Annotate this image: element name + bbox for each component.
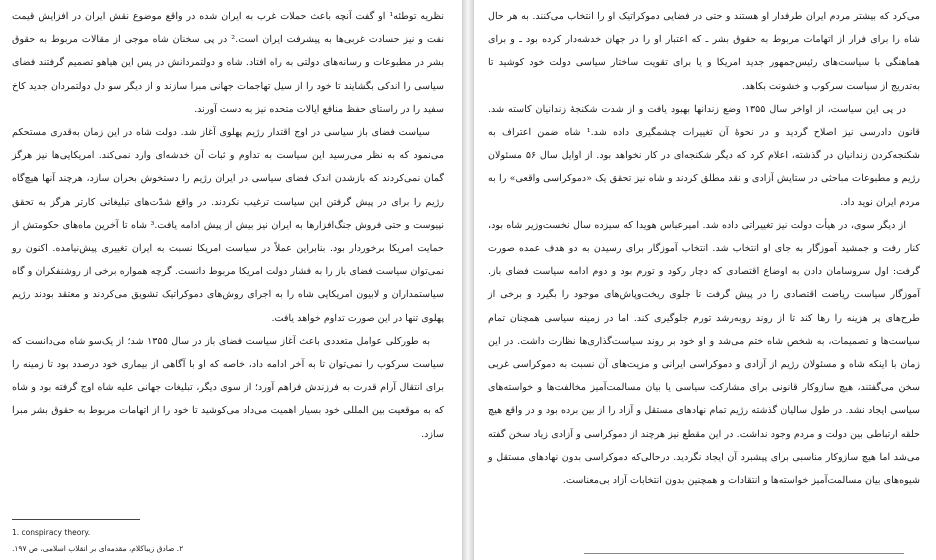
book-gutter [462, 0, 474, 560]
left-paragraph-3: به طورکلی عوامل متعددی باعث آغاز سیاست فضای باز در سال ۱۳۵۵ شد؛ از یک‌سو شاه می‌دانست که سیاست سرکوب را نمی‌توان تا به آخر ادامه داد، خاصه که او با آگاهی از بیماری خود درصدد بود تا زمینه را برای انتقال آرام قدرت به فرزندش فراهم آورد؛ از سوی دیگر، تبلیغات جهانی علیه شاه اوج گرفته بود و شاه که به موقعیت بین المللی خود بسیار اهمیت می‌داد می‌کوشید تا خود را از اتهامات مربوط به حقوق بشر مبرا سازد. [12, 335, 444, 440]
footnote-latin: 1. conspiracy theory. [12, 528, 91, 537]
footnote-divider [12, 519, 140, 520]
left-page [0, 0, 462, 560]
right-page-body [488, 5, 920, 492]
right-paragraph-1: می‌کرد که بیشتر مردم ایران طرفدار او هستند و حتی در فضایی دموکراتیک او را انتخاب می‌کنند. به هر حال شاه را برای فرار از اتهامات مربوط به حقوق بشر ـ که اعتبار او را در جهان خدشه‌دار کرده بود ـ و برای هماهنگی با سیاست‌های رئیس‌جمهور جدید امریکا و یا برای تقویت ساختار سیاسی دولت خود کوشید تا به‌تدریج از سیاست سرکوب و خشونت بکاهد. [488, 11, 920, 92]
left-paragraph-2: سیاست فضای باز سیاسی در اوج اقتدار رژیم پهلوی آغاز شد. دولت شاه در این زمان به‌قدری مستحکم می‌نمود که به نظر می‌رسید این سیاست به تداوم و ثبات آن خدشه‌ای وارد نمی‌کند. امریکایی‌ها نیز هرگز گمان نمی‌کردند که بازشدن اندک فضای سیاسی در ایران رژیم را دستخوش بحران سازد، هرچند آنها هیچ‌گاه رژیم را برای در پیش گرفتن این سیاست ترغیب نکردند. در واقع شدّت‌های تبلیغاتی کارتر هرگز به تحقق نپیوست و حتی فروش جنگ‌افزارها به ایران نیز بیش از پیش ادامه یافت.³ شاه تا آخرین ماه‌های حکومتش از حمایت امریکا برخوردار بود. بنابراین عملاً در سیاست امریکا نسبت به ایران تغییری پیش‌نیامده. اکنون رو نمی‌توان سیاست فضای باز را به فشار دولت امریکا مربوط دانست. گرچه همواره برخی از روشنفکران و گاه سیاستمداران و لابیون امریکایی شاه را به اجرای روش‌های دموکراتیک تشویق می‌کردند و معتقد بودند رژیم پهلوی تنها در این صورت تداوم خواهد یافت. [12, 127, 444, 324]
bottom-divider [584, 553, 904, 554]
left-page-body [12, 5, 444, 446]
right-paragraph-2: در پی این سیاست، از اواخر سال ۱۳۵۵ وضع زندانها بهبود یافت و از شدت شکنجهٔ زندانیان کاسته شد. قانون دادرسی نیز اصلاح گردید و در نحوهٔ آن تغییرات چشمگیری داده شد.¹ شاه ضمن اعتراف به شکنجه‌کردن زندانیان در گذشته، اعلام کرد که دیگر شکنجه‌ای در کار نخواهد بود. از اوایل سال ۵۶ مسئولان رژیم و مطبوعات مباحثی در ستایش آزادی و نقد مطلق کردند و شاه نیز تحقق یک «دموکراسی واقعی» را به مردم ایران نوید داد. [488, 103, 920, 208]
left-paragraph-1: نظریه توطئه¹ او گفت آنچه باعث حملات غرب به ایران شده در واقع موضوع نقش ایران در افزایش قیمت نفت و نیز حسادت غربی‌ها به پیشرفت ایران است.² در پی سخنان شاه موجی از مقالات مربوط به حقوق بشر در مطبوعات و رسانه‌های دولتی به راه افتاد. شاه و دولتمردانش در پس این هیاهو تصمیم گرفتند فضای سیاسی را اندکی بگشایند تا خود را از سیل تهاجمات جهانی مبرا سازند و از دیگر سو دل دولتمردان جدید کاخ سفید را در راستای حفظ منافع ایالات متحده نیز به دست آورند. [12, 11, 444, 115]
right-page [474, 0, 936, 560]
footnote-persian: ۲. صادق زیباکلام، مقدمه‌ای بر انقلاب اسلامی، ص ۱۹۷. [12, 544, 184, 553]
right-paragraph-3: از دیگر سوی، در هیأت دولت نیز تغییراتی داده شد. امیرعباس هویدا که سیزده سال نخست‌وزیر شاه بود، کنار رفت و جمشید آموزگار به جای او انتخاب شد. انتخاب آموزگار برای رسیدن به دو هدف عمده صورت گرفت: اول سروسامان دادن به اوضاع اقتصادی که دچار رکود و تورم بود و دوم ادامه سیاست فضای باز. آموزگار سیاست ریاضت اقتصادی را در پیش گرفت تا جلوی ریخت‌وپاش‌های موجود را بگیرد و برخی از طرح‌های پر هزینه را رها کند تا از روند روبه‌رشد تورم جلوگیری کند. اما در زمینه سیاسی همچنان تمام سیاست‌ها و تصمیمات، به شخص شاه ختم می‌شد و او خود بر روند سیاست‌گذاری‌ها نظارت داشت. در این زمان با اینکه شاه و مسئولان رژیم از آزادی و دموکراسی ایرانی و مزیت‌های آن نسبت به دموکراسی غربی سخن می‌گفتند، هیچ سازوکار قانونی برای مشارکت سیاسی یا بیان مسالمت‌آمیز مخالفت‌ها و خواسته‌های سیاسی ایجاد نشد. در طول سالیان گذشته رژیم تمام نهادهای مستقل و آزاد را از بین برده بود و در واقع هیچ حلقه ارتباطی بین دولت و مردم وجود نداشت. در این مقطع نیز هرچند از دموکراسی و آزادی زیاد سخن گفته می‌شد اما هیچ سازوکار مناسبی برای پیشبرد آن ایجاد نگردید. درحالی‌که دموکراسی بدون نهادهای مستقل و شیوه‌های بیان مسالمت‌آمیز خواسته‌ها و انتقادات و همچنین بدون انتخابات آزاد بی‌معناست. [488, 219, 920, 487]
